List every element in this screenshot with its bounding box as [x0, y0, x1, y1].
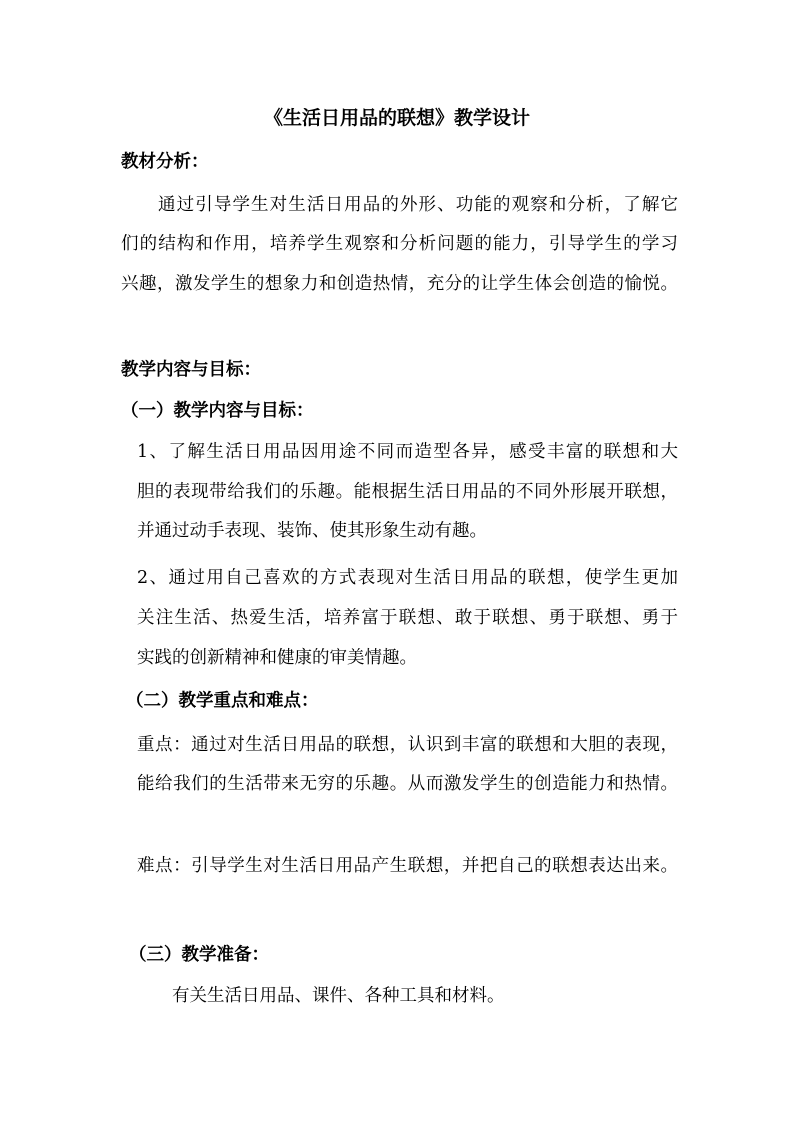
- list-item-line: 胆的表现带给我们的乐趣。能根据生活日用品的不同外形展开联想，: [137, 482, 678, 502]
- subsection-heading-2: （二）教学重点和难点：: [126, 691, 319, 711]
- difficulty-line: 难点：引导学生对生活日用品产生联想，并把自己的联想表达出来。: [137, 856, 678, 876]
- list-item-line: 并通过动手表现、装饰、使其形象生动有趣。: [137, 521, 487, 541]
- document-title: 《生活日用品的联想》教学设计: [263, 107, 530, 129]
- subsection-heading-1: （一）教学内容与目标：: [121, 401, 314, 421]
- list-item-line: 1、了解生活日用品因用途不同而造型各异，感受丰富的联想和大: [137, 442, 678, 462]
- subsection-heading-3: （三）教学准备：: [129, 945, 269, 965]
- paragraph-line: 们的结构和作用，培养学生观察和分析问题的能力，引导学生的学习: [121, 234, 678, 254]
- key-point-line: 能给我们的生活带来无穷的乐趣。从而激发学生的创造能力和热情。: [137, 774, 678, 794]
- preparation-text: 有关生活日用品、课件、各种工具和材料。: [172, 986, 505, 1006]
- paragraph-line: 通过引导学生对生活日用品的外形、功能的观察和分析，了解它: [158, 195, 678, 215]
- key-point-line: 重点：通过对生活日用品的联想，认识到丰富的联想和大胆的表现，: [137, 735, 678, 755]
- list-item-line: 关注生活、热爱生活，培养富于联想、敢于联想、勇于联想、勇于: [137, 608, 678, 628]
- section-heading-material-analysis: 教材分析：: [121, 152, 209, 172]
- list-item-line: 2、通过用自己喜欢的方式表现对生活日用品的联想，使学生更加: [137, 568, 678, 588]
- paragraph-line: 兴趣，激发学生的想象力和创造热情，充分的让学生体会创造的愉悦。: [121, 274, 678, 294]
- section-heading-content-goals: 教学内容与目标：: [121, 360, 261, 380]
- list-item-line: 实践的创新精神和健康的审美情趣。: [137, 648, 417, 668]
